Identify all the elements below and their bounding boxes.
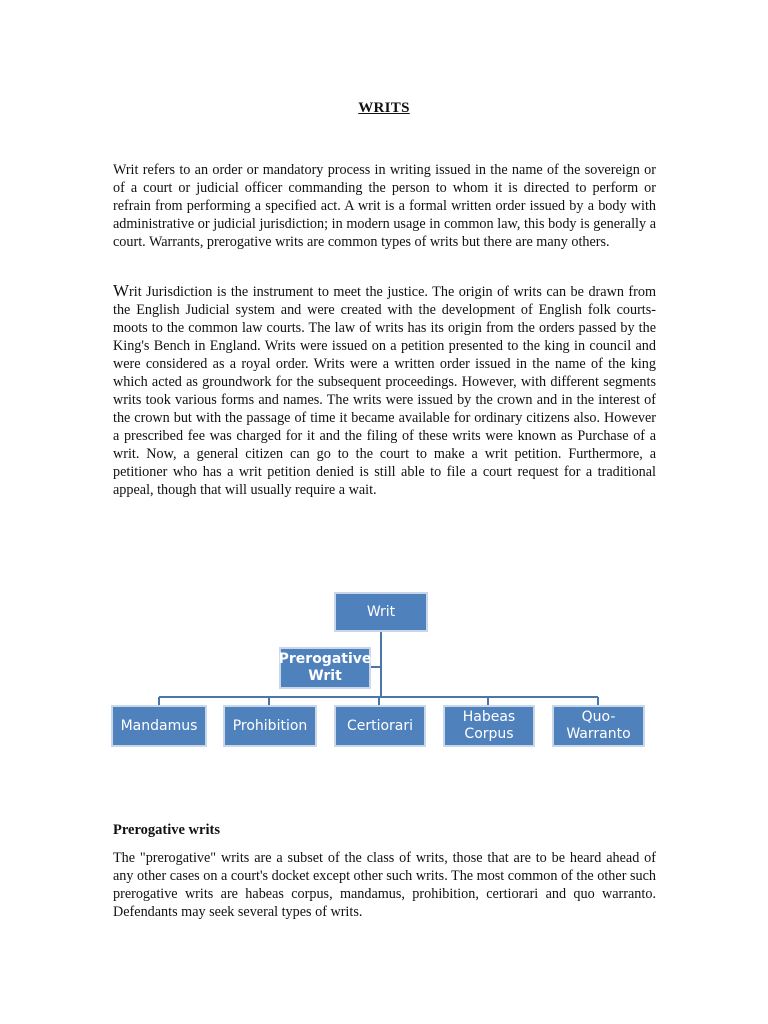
diagram-child-quo-warranto: Quo-Warranto: [552, 705, 645, 747]
diagram-child-habeas-corpus: Habeas Corpus: [443, 705, 535, 747]
drop-cap: W: [113, 281, 130, 300]
diagram-child-certiorari: Certiorari: [334, 705, 426, 747]
diagram-child-mandamus: Mandamus: [111, 705, 207, 747]
document-title: WRITS: [358, 100, 410, 116]
paragraph-writ-jurisdiction: [113, 282, 656, 499]
diagram-prerogative-writ: Prerogative Writ: [279, 647, 371, 689]
paragraph-prerogative-writs: The "prerogative" writs are a subset of the class of writs, those that are to be heard ahead of any other cases on a court's docket except other such writs. The most common of the other such prerogative writs are habeas corpus, mandamus, prohibition, certiorari and quo warranto. Defendants may seek several types of writs.: [113, 850, 656, 920]
diagram-child-prohibition: Prohibition: [223, 705, 317, 747]
paragraph-writ-jurisdiction-text: rit Jurisdiction is the instrument to meet the justice. The origin of writs can be drawn from the English Judicial system and were created with the development of English folk courts-moots to the common law courts. The law of writs has its origin from the orders passed by the King's Bench in England. Writs were issued on a petition presented to the king in council and were considered as a royal order. Writs were a written order issued in the name of the king which acted as groundwork for the subsequent proceedings. However, with different segments writs took various forms and names. The writs were issued by the crown and in the interest of the crown but with the passage of time it became available for ordinary citizens also. However a prescribed fee was charged for it and the filing of these writs were known as Purchase of a writ. Now, a general citizen can go to the court to make a writ petition. Furthermore, a petitioner who has a writ petition denied is still able to file a court request for a traditional appeal, though that will usually require a wait.: [113, 284, 656, 498]
section-heading-prerogative-writs: Prerogative writs: [113, 822, 220, 838]
diagram-root-writ: Writ: [334, 592, 428, 632]
paragraph-writ-definition: Writ refers to an order or mandatory process in writing issued in the name of the sovereign or of a court or judicial officer commanding the person to whom it is directed to perform or refrain from performing a specified act. A writ is a formal written order issued by a body with administrative or judicial jurisdiction; in modern usage in common law, this body is generally a court. Warrants, prerogative writs are common types of writs but there are many others.: [113, 162, 656, 250]
